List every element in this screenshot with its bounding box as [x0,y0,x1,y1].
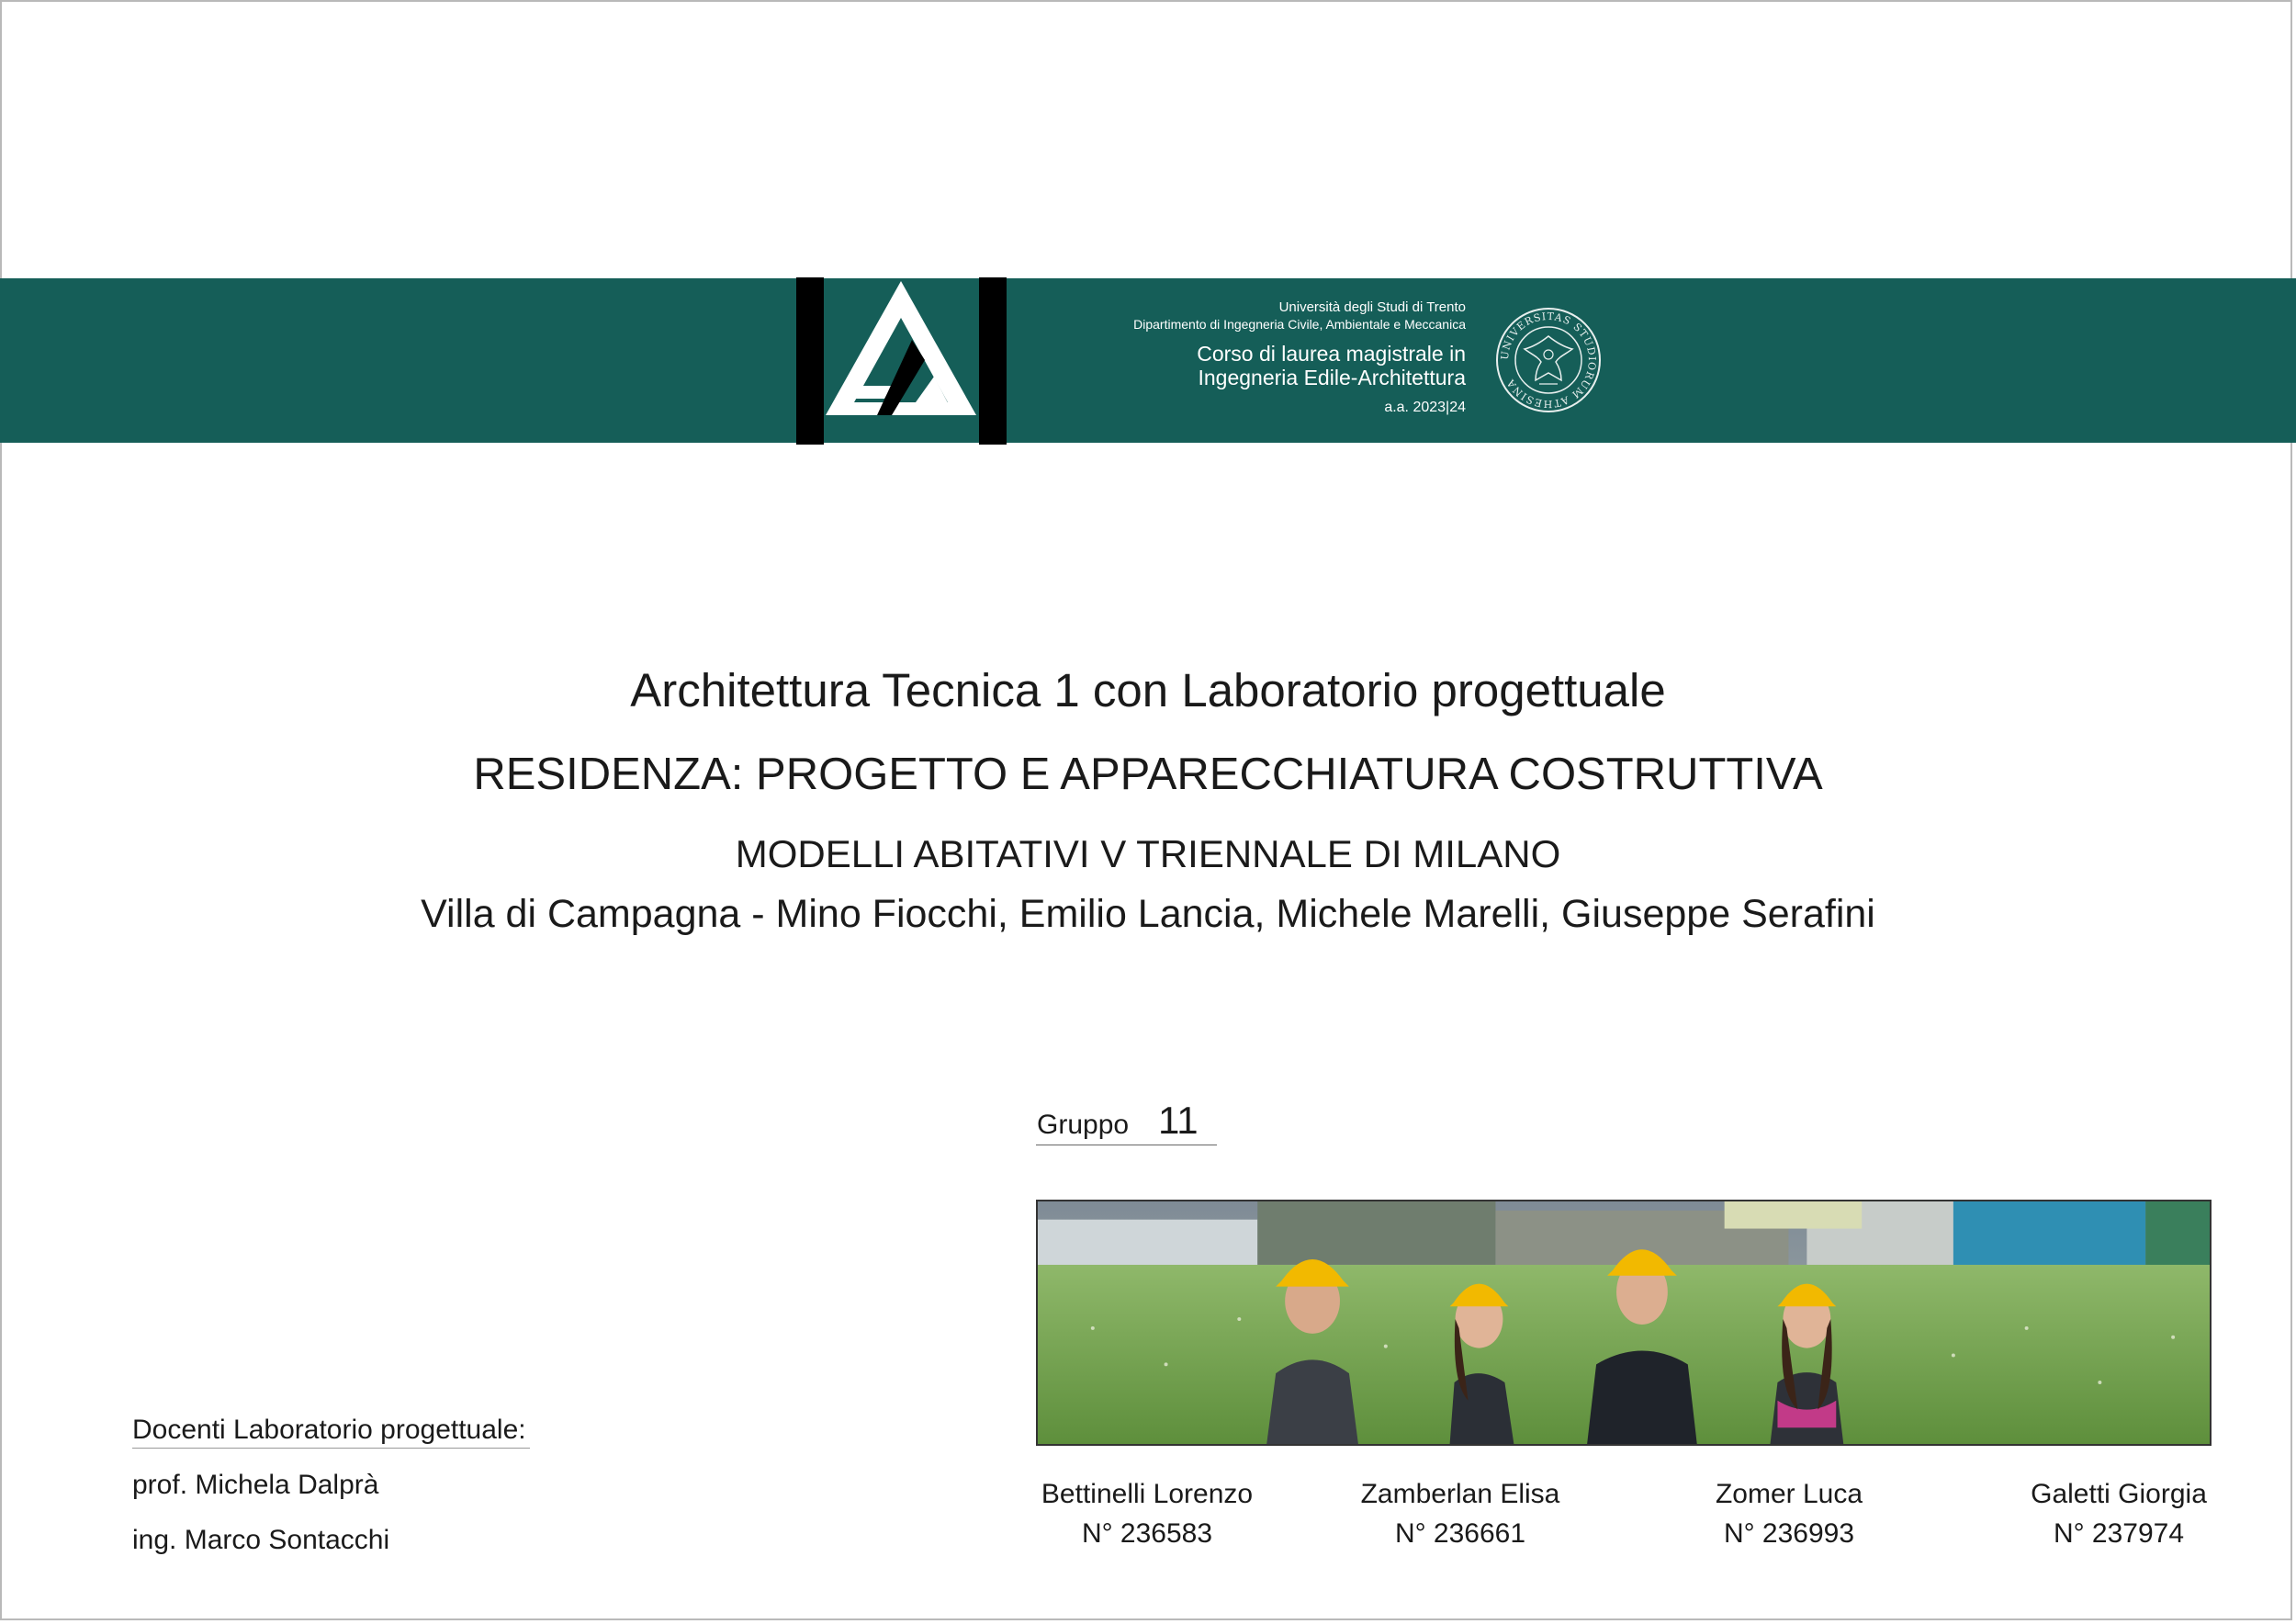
university-seal-icon [1495,307,1602,413]
reference-title: Villa di Campagna - Mino Fiocchi, Emilio Lancia, Michele Marelli, Giuseppe Serafini [421,892,1875,936]
student-name: Bettinelli Lorenzo [1041,1479,1254,1509]
course-line-2: Ingegneria Edile-Architettura [1198,366,1466,389]
group-number: 11 [1158,1099,1199,1142]
academic-year: a.a. 2023|24 [1384,400,1466,415]
student-4 [1972,1474,2266,1553]
student-2 [1313,1474,1607,1553]
teachers-heading: Docenti Laboratorio progettuale: [132,1413,530,1449]
course-title: Architettura Tecnica 1 con Laboratorio progettuale [630,664,1666,716]
teacher-1: prof. Michela Dalprà [132,1470,379,1500]
student-name: Zamberlan Elisa [1360,1479,1560,1509]
university-block [1133,299,1466,417]
student-name: Zomer Luca [1715,1479,1863,1509]
department-name: Dipartimento di Ingegneria Civile, Ambientale e Meccanica [1133,317,1466,332]
subject-title: MODELLI ABITATIVI V TRIENNALE DI MILANO [735,832,1561,875]
teacher-2: ing. Marco Sontacchi [132,1525,390,1555]
student-3 [1642,1474,1936,1553]
group-block [1036,1095,1217,1145]
group-photo [1036,1200,2212,1446]
svg-text:UNIVERSITAS STUDIORUM ATHESINA [1499,310,1598,410]
university-name: Università degli Studi di Trento [1278,299,1466,315]
group-label: Gruppo [1037,1110,1130,1140]
course-line-1: Corso di laurea magistrale in [1197,342,1466,366]
student-id: N° 236583 [1081,1518,1213,1549]
student-id: N° 236661 [1394,1518,1526,1549]
student-name: Galetti Giorgia [2031,1479,2207,1509]
teachers-block [132,1403,530,1568]
department-logo-icon [796,277,1007,445]
student-id: N° 236993 [1723,1518,1855,1549]
project-title: RESIDENZA: PROGETTO E APPARECCHIATURA COSTRUTTIVA [473,750,1823,799]
student-id: N° 237974 [2053,1518,2185,1549]
seal-text: UNIVERSITAS STUDIORUM ATHESINA [1498,310,1599,411]
student-1 [1000,1474,1294,1553]
